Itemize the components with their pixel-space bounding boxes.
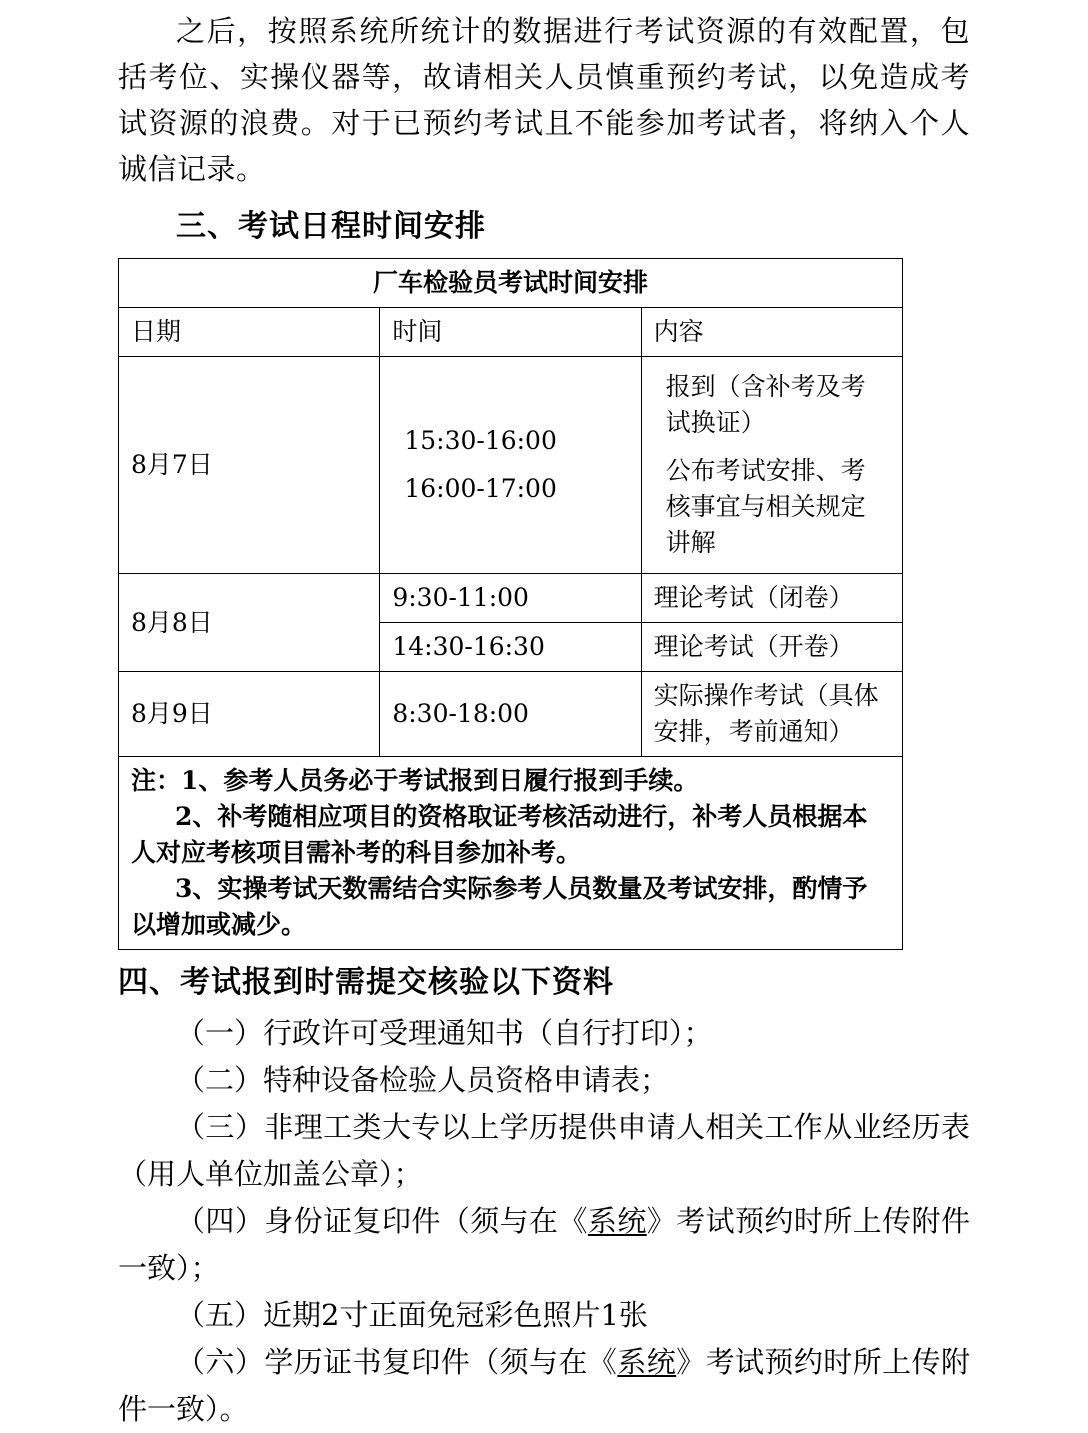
table-row: [119, 672, 903, 757]
header-time: 时间: [380, 308, 641, 357]
cell-time-aug8-1: 9:30-11:00: [380, 574, 641, 623]
table-header-row: [119, 308, 903, 357]
header-date: 日期: [119, 308, 380, 357]
list-item-4: [118, 1198, 970, 1292]
list-item-5: （五）近期2寸正面免冠彩色照片1张: [176, 1298, 648, 1332]
table-row: [119, 574, 903, 623]
cell-date-aug7: 8月7日: [119, 357, 380, 574]
list-item-4-part-b: 》考试预约时所上传附件一致）；: [118, 1204, 970, 1285]
list-item-4-part-a: （四）身份证复印件（须与在《: [176, 1204, 588, 1238]
content-value: 公布考试安排、考核事宜与相关规定讲解: [665, 456, 866, 557]
note-1: 注：1、参考人员务必于考试报到日履行报到手续。: [131, 766, 699, 795]
table-notes-row: [119, 757, 903, 950]
exam-schedule-table: [118, 258, 903, 950]
table-title: 厂车检验员考试时间安排: [119, 259, 903, 308]
list-item-3: （三）非理工类大专以上学历提供申请人相关工作从业经历表（用人单位加盖公章）；: [118, 1110, 970, 1191]
cell-date-aug8: 8月8日: [119, 574, 380, 672]
cell-time-aug8-2: 14:30-16:30: [380, 623, 641, 672]
list-item-6-part-b: 》考试预约时所上传附件一致）。: [118, 1345, 970, 1426]
cell-time-aug9: 8:30-18:00: [380, 672, 641, 757]
note-2: 2、补考随相应项目的资格取证考核活动进行，补考人员根据本人对应考核项目需补考的科目参加补考。: [131, 802, 868, 867]
table-notes: [119, 757, 903, 950]
time-value: 16:00-17:00: [404, 474, 557, 503]
cell-content-aug9: 实际操作考试（具体安排，考前通知）: [641, 672, 902, 757]
list-item-4-underlined-term: 系统: [587, 1204, 647, 1238]
cell-content-aug8-1: 理论考试（闭卷）: [641, 574, 902, 623]
cell-content-aug8-2: 理论考试（开卷）: [641, 623, 902, 672]
list-item-2: （二）特种设备检验人员资格申请表；: [176, 1063, 670, 1097]
list-item-6-part-a: （六）学历证书复印件（须与在《: [176, 1345, 618, 1379]
intro-paragraph: 之后，按照系统所统计的数据进行考试资源的有效配置，包括考位、实操仪器等，故请相关人员慎重预约考试，以免造成考试资源的浪费。对于已预约考试且不能参加考试者，将纳入个人诚信记录。: [118, 14, 970, 186]
cell-date-aug9: 8月9日: [119, 672, 380, 757]
content-value: 报到（含补考及考试换证）: [665, 372, 866, 437]
list-item-6-underlined-term: 系统: [617, 1345, 677, 1379]
section-3-heading: 三、考试日程时间安排: [176, 209, 486, 244]
table-title-row: [119, 259, 903, 308]
time-value: 15:30-16:00: [404, 426, 557, 455]
list-item-6: [118, 1339, 970, 1433]
header-content: 内容: [641, 308, 902, 357]
note-3: 3、实操考试天数需结合实际参考人员数量及考试安排，酌情予以增加或减少。: [131, 874, 868, 939]
cell-content-aug7: [641, 357, 902, 574]
cell-time-aug7: [380, 357, 641, 574]
table-row: [119, 357, 903, 574]
section-4-heading: 四、考试报到时需提交核验以下资料: [118, 965, 614, 1000]
list-item-1: （一）行政许可受理通知书（自行打印）；: [176, 1016, 713, 1050]
